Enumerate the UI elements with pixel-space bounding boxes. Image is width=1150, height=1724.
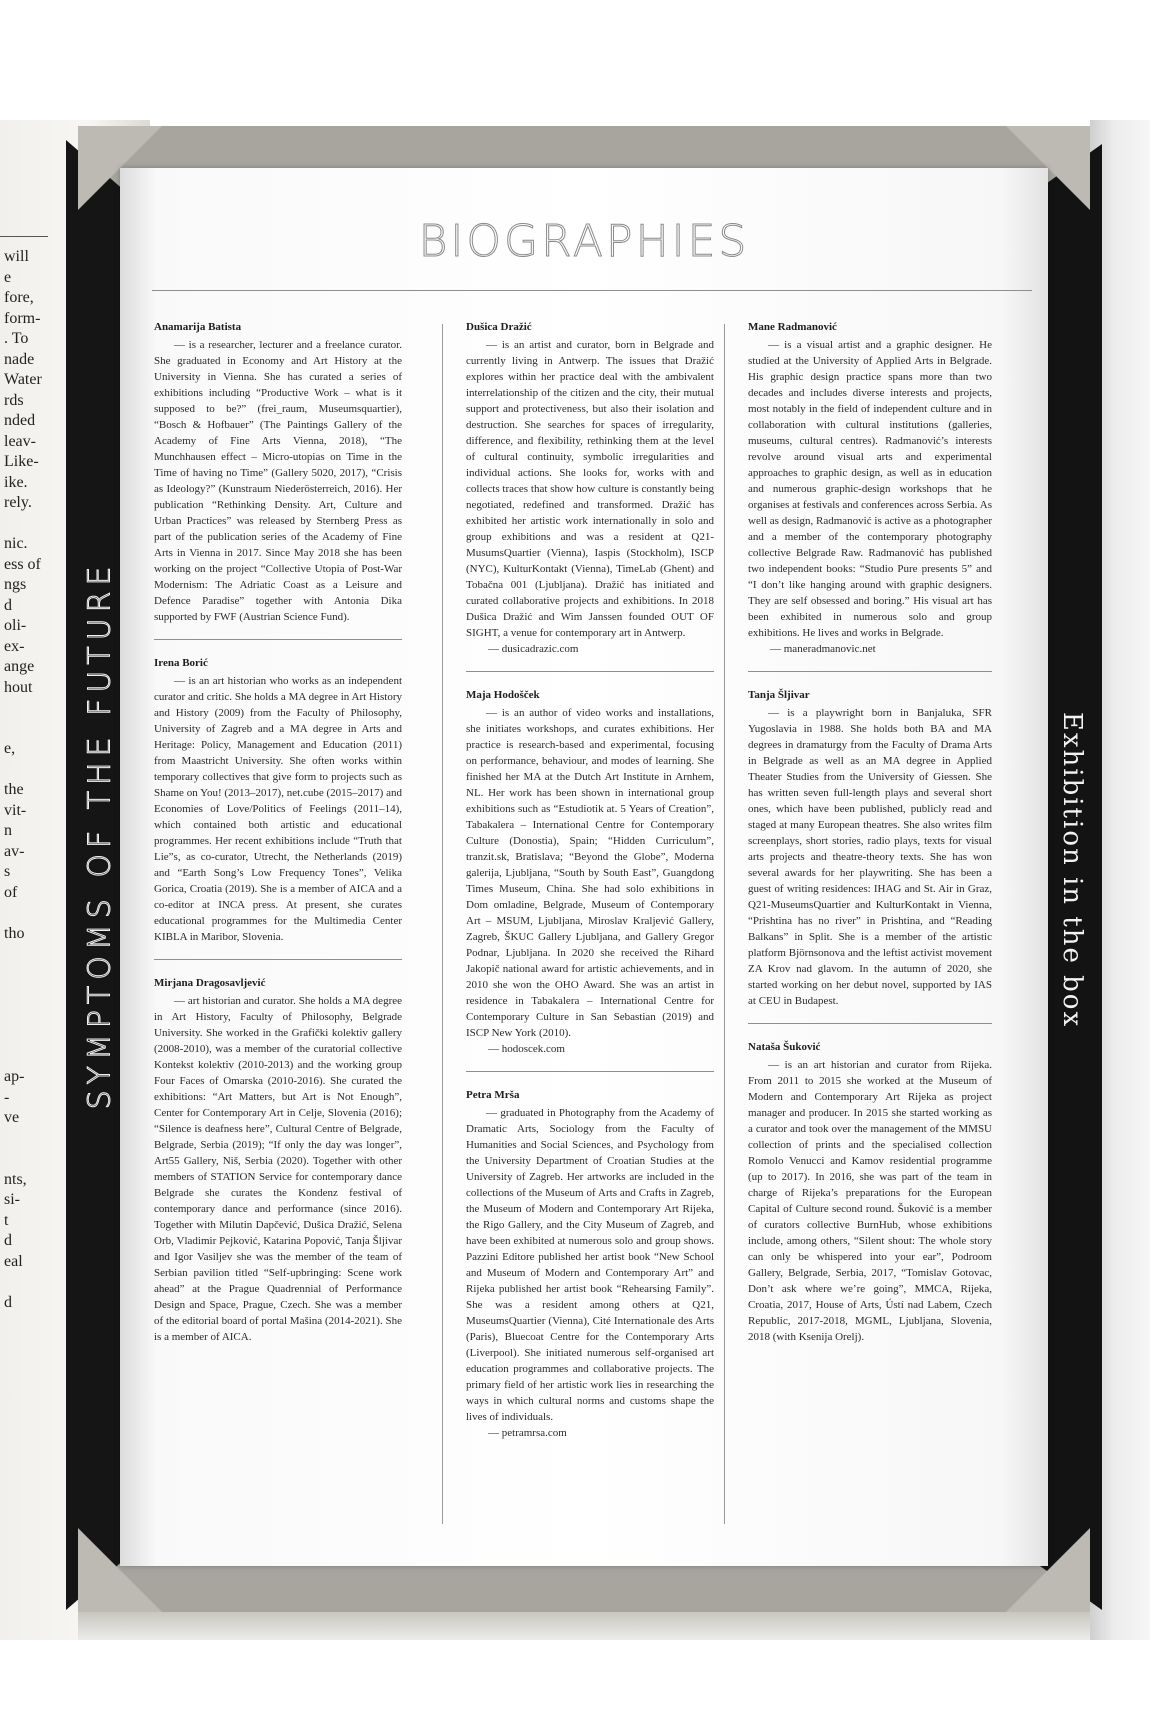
bio-entry [748, 320, 992, 657]
left-page-fragment: av- [4, 842, 25, 860]
bio-name: Mirjana Dragosavljević [154, 977, 266, 989]
sheet-title: BIOGRAPHIES [418, 216, 750, 267]
bio-text: — is a playwright born in Banjaluka, SFR Yugoslavia in 1988. She holds both BA and MA degrees in dramaturgy from the Faculty of Drama Arts in Belgrade as well as an MA degree in Applied Theater Studies from the University of Giessen. She has written seven full-length plays and several short ones, which have been published, publicly read and staged at many European theatres. She also writes film screenplays, short stories, radio plays, texts for visual arts projects and theatre-theory texts. She has won several awards for her playwriting. She has been a guest of writing residences: IHAG and St. Air in Graz, Q21-MuseumsQuartier and KulturKontakt in Vienna, “Prishtina has no river” in Prishtina, and “Reading Balkans” in Split. She is a member of the artistic platform Björnsonova and the leftist activist movement ZA Krov nad glavom. In the autumn of 2020, she started working on her debut novel, supported by IAS at CEU in Budapest. [748, 707, 992, 1007]
bio-name: Tanja Šljivar [748, 689, 810, 701]
bio-name: Irena Borić [154, 657, 208, 669]
left-page-fragment: nic. [4, 535, 28, 552]
bio-separator [154, 959, 402, 960]
bio-website: — maneradmanovic.net [770, 643, 876, 655]
bio-text: — is a visual artist and a graphic designer. He studied at the University of Applied Arts in Belgrade. His graphic design practice spans more than two decades and includes diverse interests and projects, most notably in the field of independent culture and in collaboration with cultural institutions (galleries, museums, cultural centres). Radmanović’s interests revolve around visual arts and experimental approaches to graphic design, as well as in education and numerous graphic-design workshops that he organises at festivals and conferences across Serbia. As well as design, Radmanović is active as a photographer and a member of the contemporary photography collective Belgrade Raw. Radmanović has published two independent books: “Studio Pure presents 5” and “I don’t like hanging around with graphic designers. They are self obsessed and boring.” His visual art has been exhibited in numerous solo and group exhibitions. He lives and works in Belgrade. [748, 339, 992, 639]
left-page-fragment: rds [4, 391, 24, 409]
bio-entry [466, 320, 714, 657]
biographies-sheet [120, 168, 1048, 1566]
left-page-fragment: d [4, 1293, 12, 1311]
left-page-fragment: ex- [4, 637, 25, 655]
bio-name: Mane Radmanović [748, 321, 837, 333]
spine-title-left: SYMPTOMS OF THE FUTURE [82, 560, 118, 1110]
left-page-fragment: ike. [4, 473, 28, 491]
title-rule [152, 290, 1032, 291]
spine-title-right: Exhibition in the box [1057, 711, 1087, 1029]
bio-column-1 [154, 320, 402, 1359]
left-page-fragment: form- [4, 309, 41, 327]
bio-text: — graduated in Photography from the Academy of Dramatic Arts, Sociology from the Faculty of Humanities and Social Sciences, and Psychology from the University Department of Croatian Studies at the University of Zagreb. Her artworks are included in the collections of the Museum of Arts and Crafts in Zagreb, the Museum of Modern and Contemporary Art Rijeka, the Rigo Gallery, and the City Museum of Zagreb, and have been exhibited at numerous solo and group shows. Pazzini Editore published her artist book “New School and Museum of Modern and Contemporary Art” and Rijeka published her artist book “Rehearsing Family”. She was a resident among others at Q21, MuseumsQuartier (Vienna), Cité Internationale des Arts (Paris), Bluecoat Centre for the Contemporary Arts (Liverpool). She initiated numerous self-organised art education programmes and collaborative projects. The primary field of her artistic work lies in researching the ways in which cultural norms and customs shape the lives of individuals. [466, 1107, 714, 1423]
left-page-fragment: eal [4, 1252, 23, 1270]
bio-separator [748, 671, 992, 672]
left-page-fragment: ngs [4, 576, 27, 593]
bio-entry [154, 320, 402, 625]
bio-name: Petra Mrša [466, 1089, 520, 1101]
bio-entry [748, 1040, 992, 1345]
bio-separator [748, 1023, 992, 1024]
bio-column-2 [442, 320, 714, 1455]
left-page-fragment: the [4, 781, 24, 798]
bio-text: — is an art historian and curator from Rijeka. From 2011 to 2015 she worked at the Museum of Modern and Contemporary Art Rijeka as project manager and producer. In 2015 she started working as a curator and took over the management of the MMSU collection of prints and the specialised collection Romolo Venucci and Kamov residential programme (up to 2017). In 2016, she was part of the team in charge of Rijeka’s preparations for the European Capital of Culture second round. Šuković is a member of curators collective BurnHub, whose exhibitions include, among others, “Silent shout: The whole story can only be whispered into your ear”, Podroom Gallery, Belgrade, Serbia, 2017, “Tomislav Gotovac, Don’t ask where we’re going”, MMCA, Rijeka, Croatia, 2017, House of Arts, Ústí nad Labem, Czech Republic, 2017-2018, MGML, Ljubljana, Slovenia, 2018 (with Ksenija Orelj). [748, 1059, 992, 1343]
bio-name: Dušica Dražić [466, 321, 532, 333]
bio-entry [154, 656, 402, 945]
left-page-fragment: hout [4, 678, 33, 696]
left-page-fragment: nade [4, 350, 35, 368]
left-page-fragment: d [4, 596, 12, 614]
bio-text: — art historian and curator. She holds a MA degree in Art History, Faculty of Philosophy, Belgrade University. She worked in the Grafički kolektiv gallery (2008-2010), was a member of the curatorial collective Kontekst kolektiv (2010-2013) and the working group Four Faces of Omarska (2010-2016). She curated the exhibitions: “Art Matters, but Art is Not Enough”, Center for Contemporary Art in Celje, Slovenia (2016); “Silence is deafness here”, Cultural Centre of Belgrade, Belgrade, Serbia (2019); “If only the day was longer”, Art55 Gallery, Niš, Serbia (2020). Together with other members of STATION Service for contemporary dance Belgrade she curates the Kondenz festival of contemporary dance and performance (since 2016). Together with Milutin Dapčević, Dušica Dražić, Selena Orb, Vladimir Pejković, Katarina Popović, Tanja Šljivar and Igor Vasiljev she was the member of the team of Serbian pavilion titled “Self-upbringing: Scene work ahead” at the Prague Quadrennial of Performance Design and Space, Prague, Czech. She was a member of the editorial board of portal Mašina (2014-2021). She is a member of AICA. [154, 995, 402, 1343]
bio-entry [466, 1088, 714, 1441]
bio-entry [748, 688, 992, 1009]
left-page-fragment: n [4, 822, 12, 839]
bio-text: — is an author of video works and installations, she initiates workshops, and curates exhibitions. Her practice is research-based and experimental, focusing on performance, behaviour, and modes of learning. She finished her MA at the Dutch Art Institute in Arnhem, NL. Her work has been shown in international group exhibitions such as “Estudiotik at. 5 Years of Creation”, Tabakalera – International Centre for Contemporary Culture (Donostia), Spain; “Hidden Curriculum”, tranzit.sk, Bratislava; “Beyond the Globe”, Moderna galerija, Ljubljana, “South by South East”, Guangdong Times Museum, China. She had solo exhibitions in Dom omladine, Belgrade, Museum of Contemporary Art – MSUM, Ljubljana, Miroslav Kraljević Gallery, Zagreb, ŠKUC Gallery Ljubljana, and Gallery Gregor Podnar, Ljubljana. In 2020 she received the Rihard Jakopič national award for artistic achievements, and in 2010 she won the OHO Award. She was an artist in residence in Tabakalera – International Centre for Contemporary Culture in San Sebastian (2019) and ISCP New York (2010). [466, 707, 714, 1039]
left-page-fragment: . To [4, 330, 29, 347]
bio-entry [466, 688, 714, 1057]
left-page-fragment: - [4, 1088, 10, 1106]
left-page-fragment: d [4, 1232, 12, 1249]
box-shadow [78, 1612, 1090, 1640]
bio-entry [154, 976, 402, 1345]
left-page-fragment: rely. [4, 494, 32, 511]
bio-text: — is a researcher, lecturer and a freelance curator. She graduated in Economy and Art History at the University in Vienna. She has curated a series of exhibitions including “Productive Work – what is it supposed to be?” (frei_raum, Museumsquartier), “Bosch & Hofbauer” (The Paintings Gallery of the Academy of Fine Arts Vienna, 2018), “The Munchhausen effect – Micro-utopias on Time in the Time of having no Time” (Gallery 5020, 2017), “Crisis as Ideology?” (Kunstraum Niederösterreich, 2016). Her publication “Rethinking Density. Art, Culture and Urban Practices” was released by Sternberg Press as part of the publication series of the Academy of Fine Arts in Vienna in 2017. Since May 2018 she has been working on the project “Collective Utopia of Post-War Modernism: The Adriatic Coast as a Leisure and Defence Paradise” together with Antonia Dika supported by FWF (Austrian Science Fund). [154, 339, 402, 623]
left-page-fragment: will [4, 248, 29, 265]
bio-separator [466, 1071, 714, 1072]
bio-column-3 [724, 320, 992, 1359]
left-page-fragment: leav- [4, 432, 36, 450]
bio-name: Anamarija Batista [154, 321, 242, 333]
left-page-rule [0, 236, 48, 237]
left-page-fragment: oli- [4, 617, 27, 634]
bio-text: — is an art historian who works as an independent curator and critic. She holds a MA degree in Art History and History (2009) from the Faculty of Philosophy, University of Zagreb and a MA degree in Arts and Heritage: Policy, Management and Education (2011) from Maastricht University. She often works within temporary collectives that give form to projects such as Shame on You! (2013–2017), net.cube (2015–2017) and Economies of Love/Politics of Feelings (2011–14), which contained both artistic and educational programmes. Her recent exhibitions include “Truth that Lie”s, as co-curator, Utrecht, the Netherlands (2019) and “Earth Song’s Low Frequency Tones”, Velika Gorica, Croatia (2019). She is a member of AICA and a co-editor at INCA press. At present, she curates educational programmes for the Multimedia Center KIBLA in Maribor, Slovenia. [154, 675, 402, 943]
left-page-fragment: si- [4, 1191, 20, 1208]
bio-website: — petramrsa.com [488, 1427, 567, 1439]
bio-separator [466, 671, 714, 672]
bio-separator [154, 639, 402, 640]
bio-name: Maja Hodošček [466, 689, 540, 701]
left-page-fragment: vit- [4, 801, 27, 819]
left-page-fragment: s [4, 863, 11, 880]
left-page-fragment: ap- [4, 1068, 25, 1085]
left-page-fragment: ange [4, 658, 35, 675]
left-page-fragment: tho [4, 924, 25, 942]
left-page-fragment: ve [4, 1109, 20, 1126]
left-page-fragment: Like- [4, 453, 39, 470]
left-page-fragment: e, [4, 740, 16, 757]
bio-website: — hodoscek.com [488, 1043, 565, 1055]
bio-text: — is an artist and curator, born in Belgrade and currently living in Antwerp. The issues that Dražić explores within her practice deal with the ambivalent interrelationship of the citizen and the city, their mutual support and protectiveness, but also their isolation and destruction. She searches for spaces of irregularity, difference, and flexibility, rethinking them at the level of cultural continuity, symbolic irregularities and individual actions. She looks for, works with and collects traces that show how culture is constantly being negotiated, redefined and transformed. Dražić has exhibited her artistic work internationally in solo and group exhibitions and was a resident at Q21-MusumsQuartier (Vienna), Iaspis (Stockholm), ISCP (NYC), KulturKontakt (Vienna), TimeLab (Ghent) and Tobačna 001 (Ljubljana). Dražić has initiated and curated collaborative projects and exhibitions. In 2018 Dušica Dražić and Wim Janssen founded OUT OF SIGHT, a venue for contemporary art in Antwerp. [466, 339, 714, 639]
left-page-fragment: nts, [4, 1170, 27, 1188]
left-page-fragment: e [4, 268, 12, 286]
bio-name: Nataša Šuković [748, 1041, 821, 1053]
left-page-fragment: of [4, 883, 18, 901]
left-page-fragment: ess of [4, 555, 41, 573]
left-page-fragment: t [4, 1211, 9, 1229]
bio-website: — dusicadrazic.com [488, 643, 579, 655]
left-page-fragment: nded [4, 412, 36, 429]
left-page-fragment: Water [4, 371, 42, 388]
left-page-fragment: fore, [4, 289, 34, 306]
